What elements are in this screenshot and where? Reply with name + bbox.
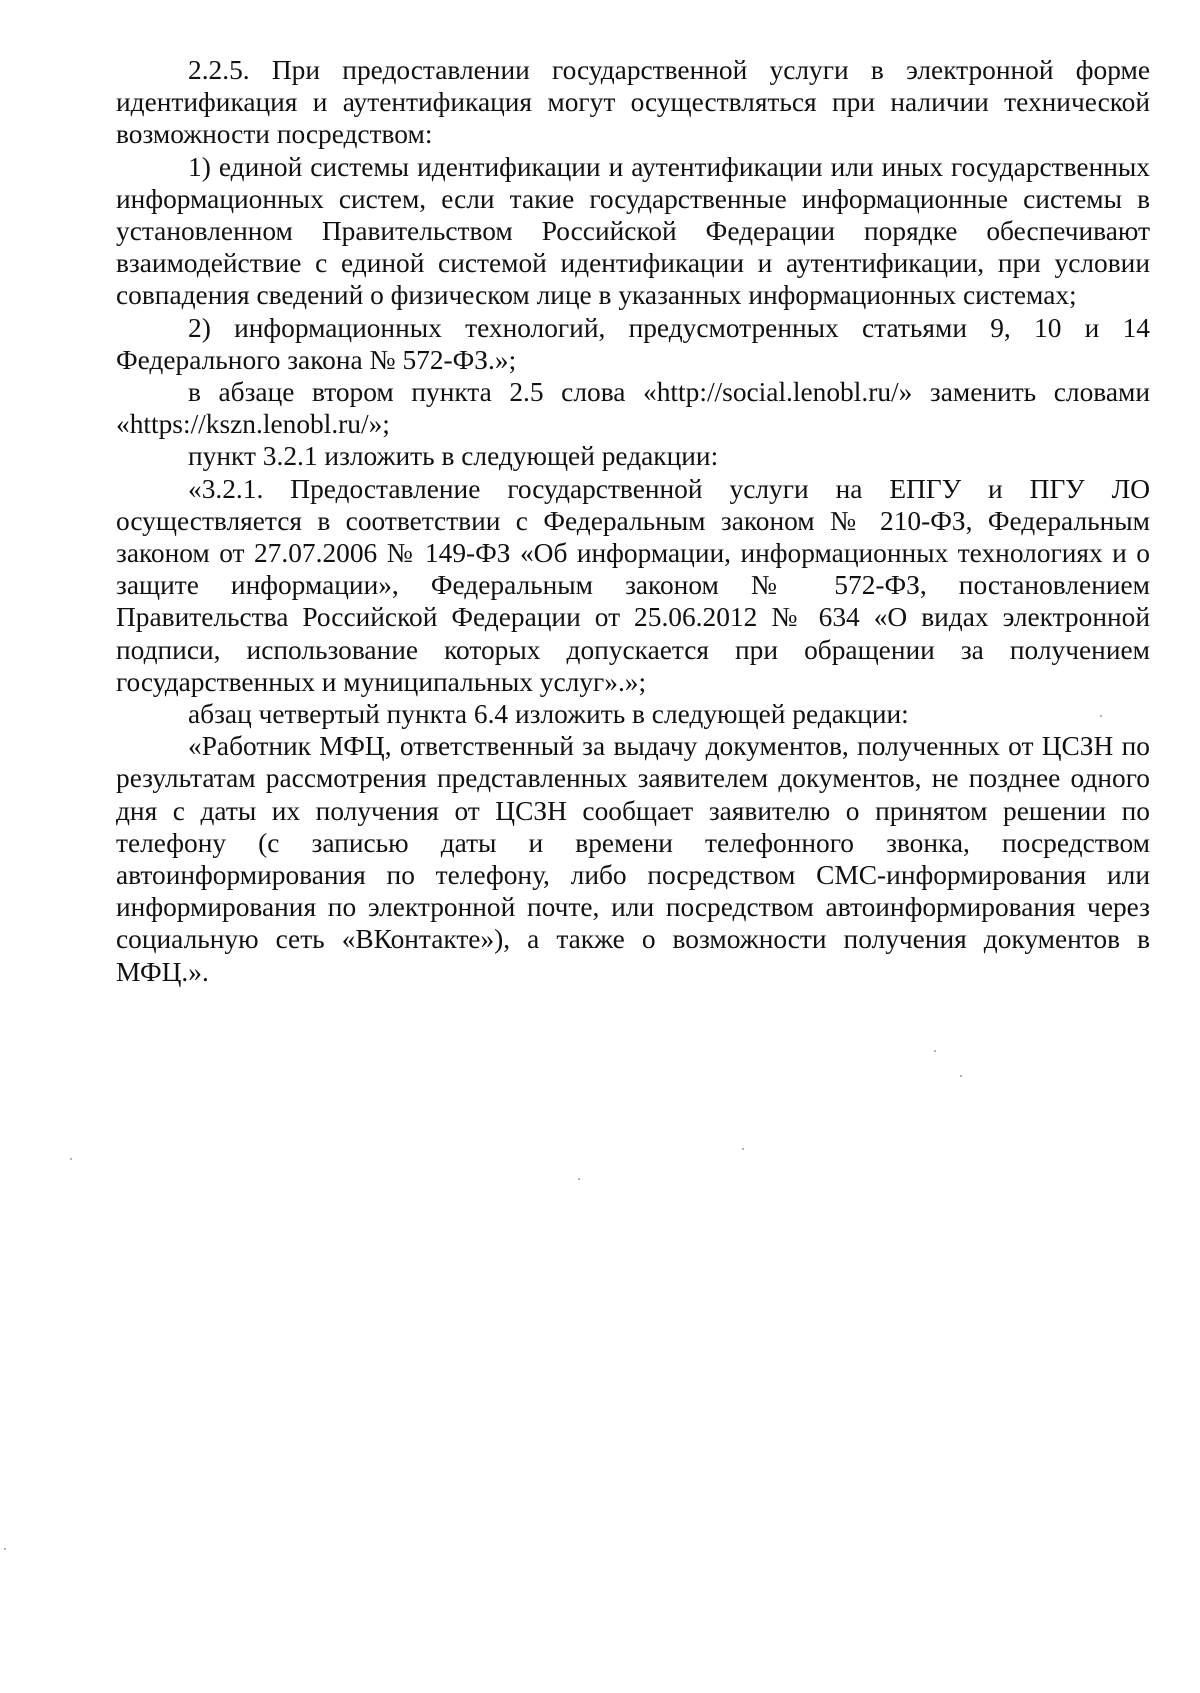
paragraph-2-2-5: 2.2.5. При предоставлении государственной услуги в электронной форме идентификация и аутентификация могут осуществляться при наличии технической возможности посредством:	[116, 55, 1150, 150]
list-item-1: 1) единой системы идентификации и аутентификации или иных государственных информационных систем, если такие государственные информационные системы в установленном Правительством Российской Федерации порядке обеспечивают взаимодействие с единой системой идентификации и аутентификации, при условии совпадения сведений о физическом лице в указанных информационных системах;	[116, 151, 1150, 311]
document-body	[116, 54, 1150, 988]
scan-speck	[4, 1548, 6, 1550]
scan-speck	[742, 1148, 744, 1150]
paragraph-6-4-intro: абзац четвертый пункта 6.4 изложить в следующей редакции:	[188, 699, 909, 730]
paragraph-url-replacement: в абзаце втором пункта 2.5 слова «http://social.lenobl.ru/» заменить словами «https://kszn.lenobl.ru/»;	[116, 377, 1150, 440]
scan-speck	[934, 1050, 936, 1052]
scan-speck	[1100, 715, 1102, 717]
paragraph-6-4-text: «Работник МФЦ, ответственный за выдачу документов, полученных от ЦСЗН по результатам рассмотрения представленных заявителем документов, не позднее одного дня с даты их получения от ЦСЗН сообщает заявителю о принятом решении по телефону (с записью даты и времени телефонного звонка, посредством автоинформирования по телефону, либо посредством СМС-информирования или информирования по электронной почте, или посредством автоинформирования через социальную сеть «ВКонтакте»), а также о возможности получения документов в МФЦ.».	[116, 731, 1150, 987]
scan-speck	[70, 1158, 72, 1160]
paragraph-3-2-1-text: «3.2.1. Предоставление государственной услуги на ЕПГУ и ПГУ ЛО осуществляется в соответствии с Федеральным законом № 210-ФЗ, Федеральным законом от 27.07.2006 № 149-ФЗ «Об информации, информационных технологиях и о защите информации», Федеральным законом № 572-ФЗ, постановлением Правительства Российской Федерации от 25.06.2012 № 634 «О видах электронной подписи, использование которых допускается при обращении за получением государственных и муниципальных услуг».»;	[116, 473, 1150, 697]
paragraph-3-2-1-intro: пункт 3.2.1 изложить в следующей редакции:	[188, 441, 719, 472]
scan-speck	[578, 1178, 580, 1180]
list-item-2: 2) информационных технологий, предусмотренных статьями 9, 10 и 14 Федерального закона № 572-ФЗ.»;	[116, 312, 1150, 375]
scan-speck	[960, 1075, 962, 1077]
